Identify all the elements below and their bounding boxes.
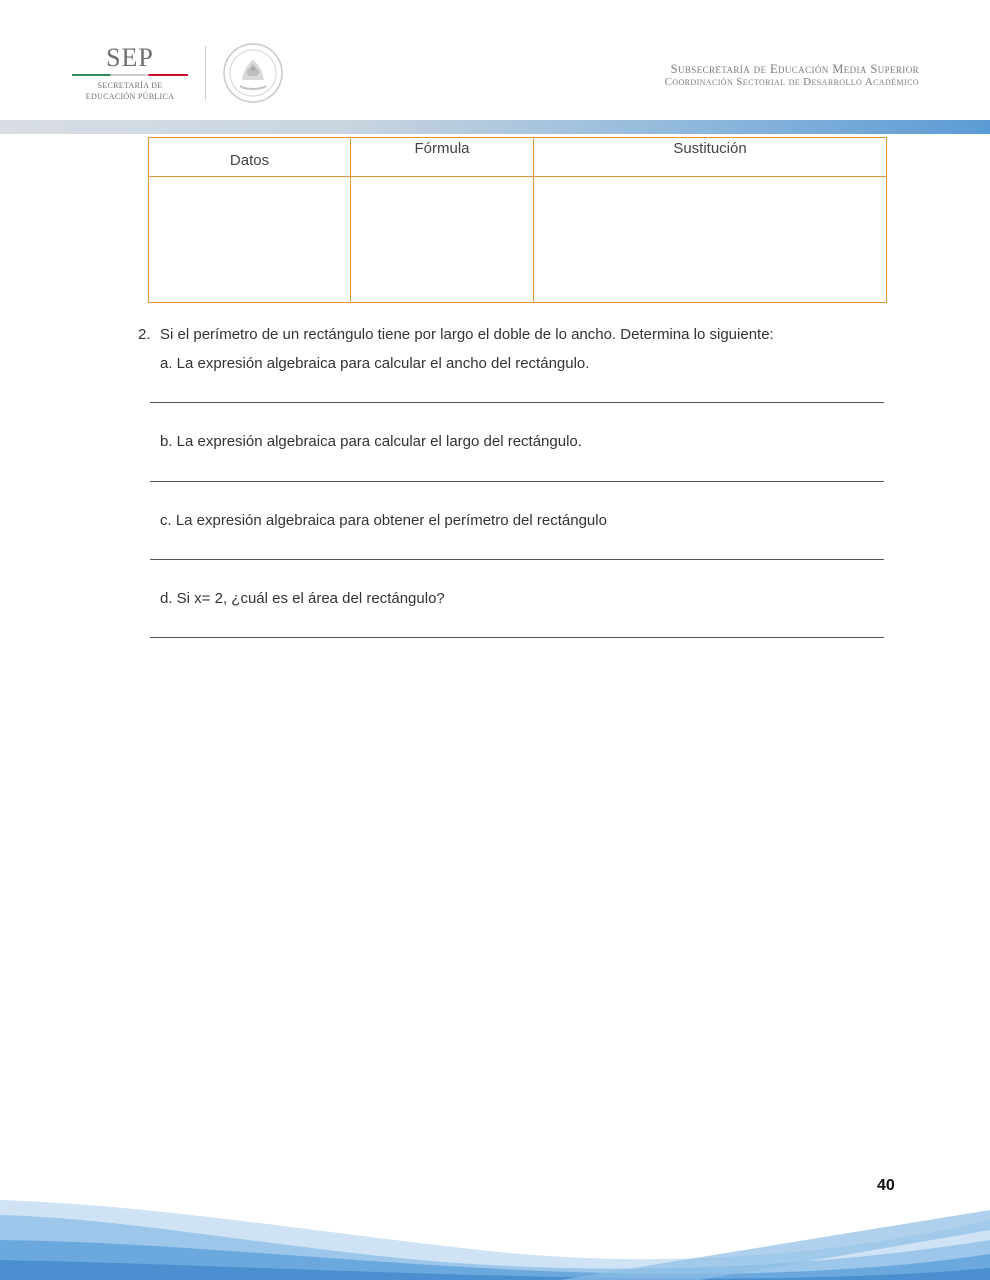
answer-line-b[interactable] [150, 481, 884, 482]
header-institution-line2: Coordinación Sectorial de Desarrollo Académico [664, 76, 919, 88]
sep-logo-title: SEP [106, 43, 154, 72]
answer-line-c[interactable] [150, 559, 884, 560]
question-text: Si el perímetro de un rectángulo tiene por largo el doble de lo ancho. Determina lo siguiente: [160, 326, 774, 343]
table-header-datos: Datos [149, 138, 351, 177]
table-cell-formula[interactable] [351, 177, 534, 303]
header-band [0, 120, 990, 134]
page-header [0, 0, 990, 120]
question-number: 2. [138, 326, 151, 343]
table-cell-datos[interactable] [149, 177, 351, 303]
sub-question-d: d. Si x= 2, ¿cuál es el área del rectángulo? [160, 590, 445, 607]
sep-logo-sub-line1: SECRETARÍA DE [97, 81, 163, 90]
header-divider [205, 46, 206, 100]
sep-logo-subtitle [70, 80, 190, 102]
sep-logo [70, 44, 190, 102]
sep-logo-sub-line2: EDUCACIÓN PÚBLICA [85, 92, 175, 101]
answer-line-d[interactable] [150, 637, 884, 638]
table-header-row [149, 138, 887, 177]
national-seal-icon [222, 42, 284, 104]
sub-question-a: a. La expresión algebraica para calcular el ancho del rectángulo. [160, 355, 590, 372]
table-cell-sustitucion[interactable] [534, 177, 887, 303]
question-2 [138, 326, 774, 343]
sub-question-b: b. La expresión algebraica para calcular el largo del rectángulo. [160, 433, 582, 450]
data-formula-table [148, 137, 887, 303]
table-header-sustitucion: Sustitución [534, 138, 887, 177]
header-institution-line1: Subsecretaría de Educación Media Superior [670, 62, 919, 76]
sub-question-c: c. La expresión algebraica para obtener el perímetro del rectángulo [160, 512, 607, 529]
footer-wave-decoration [0, 1190, 990, 1280]
table-header-formula: Fórmula [351, 138, 534, 177]
sep-flag-stripe [72, 74, 188, 76]
page-number: 40 [877, 1177, 895, 1194]
answer-line-a[interactable] [150, 402, 884, 403]
header-institution [665, 62, 919, 89]
table-row [149, 177, 887, 303]
